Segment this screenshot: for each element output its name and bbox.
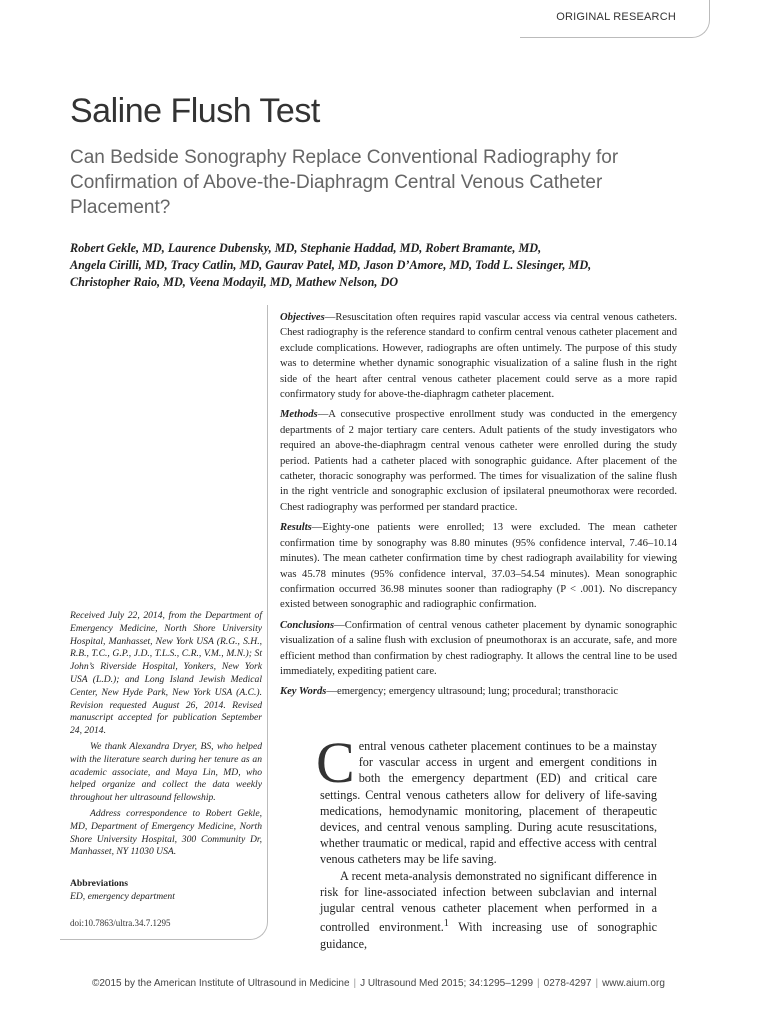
abstract-methods	[280, 407, 677, 515]
article-notes	[70, 610, 262, 862]
keywords-text: —emergency; emergency ultrasound; lung; procedural; transthoracic	[326, 686, 619, 698]
results-label: Results	[280, 522, 312, 534]
abstract	[280, 310, 677, 705]
objectives-label: Objectives	[280, 312, 325, 323]
author-line: Robert Gekle, MD, Laurence Dubensky, MD, Stephanie Haddad, MD, Robert Bramante, MD,	[70, 241, 542, 255]
paragraph-text: entral venous catheter placement continues to be a mainstay for vascular access in urgent and emergent conditions in both the emergency department (ED) and critical care settings. Central venous catheters allow for delivery of life-saving medications, hemodynamic monitoring, placement of therapeutic devices, and central venous sampling. During acute resuscitations, whether traumatic or medical, rapid and effective access with central venous catheters may be life saving.	[320, 739, 657, 867]
acknowledgment-note: We thank Alexandra Dryer, BS, who helped with the literature search during her tenure as an academic associate, and Maya Lin, MD, who helped organize and collect the data weekly throughout her ultrasound fellowship.	[70, 740, 262, 804]
methods-text: —A consecutive prospective enrollment study was conducted in the emergency departments of 2 major tertiary care centers. Adult patients of the study investigators who required an above-the-diaphragm central venous catheter were enrolled during the study period. Patients had a catheter placed with sonographic guidance. After placement of the catheter, thoracic sonography was performed. The times for visualization of the saline flush in the right ventricle and sonographic exclusion of ipsilateral pneumothorax were recorded. Chest radiography was performed per standard practice.	[280, 409, 677, 513]
conclusions-label: Conclusions	[280, 619, 335, 631]
paragraph-text: With increasing use of sonographic guidance,	[320, 920, 657, 951]
received-note: Received July 22, 2014, from the Department of Emergency Medicine, North Shore University Hospital, Manhasset, New York USA (R.G., S.H., R.B., T.C., G.P., J.D., T.L.S., C.R., V.M., M.N.); St John’s Riverside Hospital, Yonkers, New York USA (L.D.); and Long Island Jewish Medical Center, New Hyde Park, New York USA (A.C.). Revision requested August 26, 2014. Revised manuscript accepted for publication September 24, 2014.	[70, 610, 262, 737]
body-paragraph	[316, 730, 657, 868]
body-text	[316, 730, 657, 952]
body-paragraph	[320, 868, 657, 952]
article-title: Saline Flush Test	[70, 92, 320, 130]
article-subtitle: Can Bedside Sonography Replace Conventional Radiography for Confirmation of Above-the-Diaphragm Central Venous Catheter Placement?	[70, 147, 619, 218]
keywords-label: Key Words	[280, 686, 327, 698]
abstract-conclusions	[280, 618, 677, 680]
paragraph-text: A recent meta-analysis demonstrated no significant difference in risk for line-associated infection between subclavian and internal jugular central venous catheter placement when performed in a controlled environment.	[320, 868, 657, 935]
footer-url[interactable]: www.aium.org	[602, 978, 665, 989]
author-line: Christopher Raio, MD, Veena Modayil, MD, Mathew Nelson, DO	[70, 275, 399, 289]
abstract-keywords	[280, 684, 677, 699]
abbreviation-item: ED, emergency department	[70, 891, 175, 902]
author-list	[70, 240, 710, 291]
footer-copyright: ©2015 by the American Institute of Ultrasound in Medicine	[92, 978, 350, 989]
conclusions-text: —Confirmation of central venous catheter placement by dynamic sonographic visualization of a saline flush with exclusion of pneumothorax is an accurate, safe, and more efficient method than confirmation by chest radiography. It allows the central line to be used immediately, expediting patient care.	[280, 619, 677, 677]
drop-cap: C	[316, 730, 355, 795]
correspondence-note: Address correspondence to Robert Gekle, MD, Department of Emergency Medicine, North Shore University Hospital, 300 Community Dr, Manhasset, NY 11030 USA.	[70, 807, 262, 858]
footer-journal: J Ultrasound Med 2015; 34:1295–1299	[360, 978, 534, 989]
doi-link[interactable]: doi:10.7863/ultra.34.7.1295	[70, 918, 171, 928]
author-line: Angela Cirilli, MD, Tracy Catlin, MD, Gaurav Patel, MD, Jason D’Amore, MD, Todd L. Slesinger, MD,	[70, 258, 592, 272]
methods-label: Methods	[280, 409, 318, 421]
footer-issn: 0278-4297	[543, 978, 592, 989]
abbreviations-heading: Abbreviations	[70, 878, 128, 889]
section-label: ORIGINAL RESEARCH	[556, 11, 676, 23]
abstract-results	[280, 520, 677, 612]
objectives-text: —Resuscitation often requires rapid vascular access via central venous catheters. Chest radiography is the reference standard to confirm central venous catheter placement and exclude complications. However, radiographs are often untimely. The purpose of this study was to determine whether dynamic sonographic visualization of a saline flush in the right side of the heart after central venous catheter placement could serve as a more rapid confirmatory study for above-the-diaphragm catheter placement.	[280, 312, 677, 401]
abstract-objectives	[280, 310, 677, 402]
results-text: —Eighty-one patients were enrolled; 13 were excluded. The mean catheter confirmation time by sonography was 8.80 minutes (95% confidence interval, 7.46–10.14 minutes). The mean catheter confirmation time by chest radiograph availability for viewing was 45.78 minutes (95% confidence interval, 37.03–54.54 minutes). Mean sonographic confirmation occurred 36.98 minutes sooner than radiography (P < .001). No discrepancy existed between sonographic and radiographic confirmation.	[280, 522, 677, 611]
citation-ref[interactable]: 1	[443, 918, 449, 930]
page-footer: ©2015 by the American Institute of Ultrasound in Medicine | J Ultrasound Med 2015; 34:1295–1299 | 0278-4297 | www.aium.org	[92, 978, 665, 989]
